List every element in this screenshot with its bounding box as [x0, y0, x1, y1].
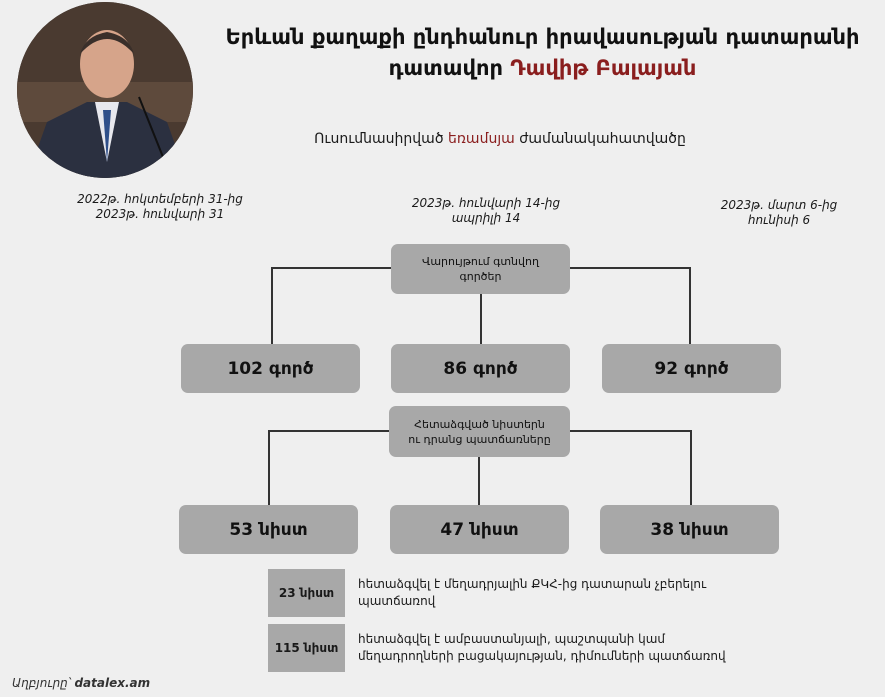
- title-line2: [205, 53, 880, 84]
- pending-connector-left: [271, 267, 273, 344]
- postponed-connector-center: [478, 457, 480, 505]
- title-line1: Երևան քաղաքի ընդհանուր իրավասության դատարանի: [225, 25, 860, 49]
- pending-connector-right: [689, 267, 691, 344]
- subtitle-highlight: եռամսյա: [447, 131, 515, 147]
- source-site: datalex.am: [74, 676, 151, 690]
- subtitle-prefix: Ուսումնասիրված: [314, 131, 448, 147]
- period-3: [694, 198, 864, 228]
- pending-label-line2: գործեր: [459, 270, 502, 283]
- page-title: [205, 22, 880, 84]
- postponed-sessions-label: [389, 406, 570, 457]
- pending-connector-center: [480, 294, 482, 344]
- period-3-line2: հունիսի 6: [747, 213, 811, 227]
- reason-1-line2: պատճառով: [358, 594, 436, 608]
- pending-value-2: 86 գործ: [391, 344, 570, 393]
- subtitle: [200, 130, 800, 148]
- period-2: [386, 196, 586, 226]
- period-2-line1: 2023թ. հունվարի 14-ից: [411, 196, 561, 210]
- pending-value-3: 92 գործ: [602, 344, 781, 393]
- pending-value-1: 102 գործ: [181, 344, 360, 393]
- reason-2-line2: մեղադրողների բացակայության, դիմումների պատճառով: [358, 649, 726, 663]
- period-3-line1: 2023թ. մարտ 6-ից: [720, 198, 838, 212]
- pending-cases-label: [391, 244, 570, 294]
- postponed-label-line1: Հետաձգված նիստերն: [414, 417, 545, 431]
- judge-name: Դավիթ Բալայան: [510, 56, 697, 80]
- reason-1-text: [358, 576, 878, 610]
- reason-2-text: [358, 631, 878, 665]
- period-1-line2: 2023թ. հունվարի 31: [95, 207, 225, 221]
- postponed-value-3: 38 նիստ: [600, 505, 779, 554]
- period-1-line1: 2022թ. հոկտեմբերի 31-ից: [77, 192, 243, 206]
- postponed-connector-right: [690, 430, 692, 505]
- title-prefix: դատավոր: [388, 56, 511, 80]
- postponed-value-2: 47 նիստ: [390, 505, 569, 554]
- reason-1-line1: հետաձգվել է մեղադրյալին ՔԿՀ-ից դատարան չբերելու: [358, 577, 707, 591]
- period-2-line2: ապրիլի 14: [451, 211, 521, 225]
- period-1: [60, 192, 260, 222]
- reason-1-count: 23 նիստ: [268, 569, 345, 617]
- source-prefix: Աղբյուրը՝: [12, 676, 75, 690]
- reason-2-count: 115 նիստ: [268, 624, 345, 672]
- source-credit: [12, 676, 150, 690]
- subtitle-suffix: ժամանակահատվածը: [514, 131, 686, 147]
- judge-photo: [17, 2, 193, 178]
- postponed-connector-left: [268, 430, 270, 505]
- pending-label-line1: Վարույթում գտնվող: [422, 255, 539, 268]
- postponed-label-line2: ու դրանց պատճառները: [408, 432, 551, 446]
- reason-2-line1: հետաձգվել է ամբաստանյալի, պաշտպանի կամ: [358, 632, 666, 646]
- postponed-value-1: 53 նիստ: [179, 505, 358, 554]
